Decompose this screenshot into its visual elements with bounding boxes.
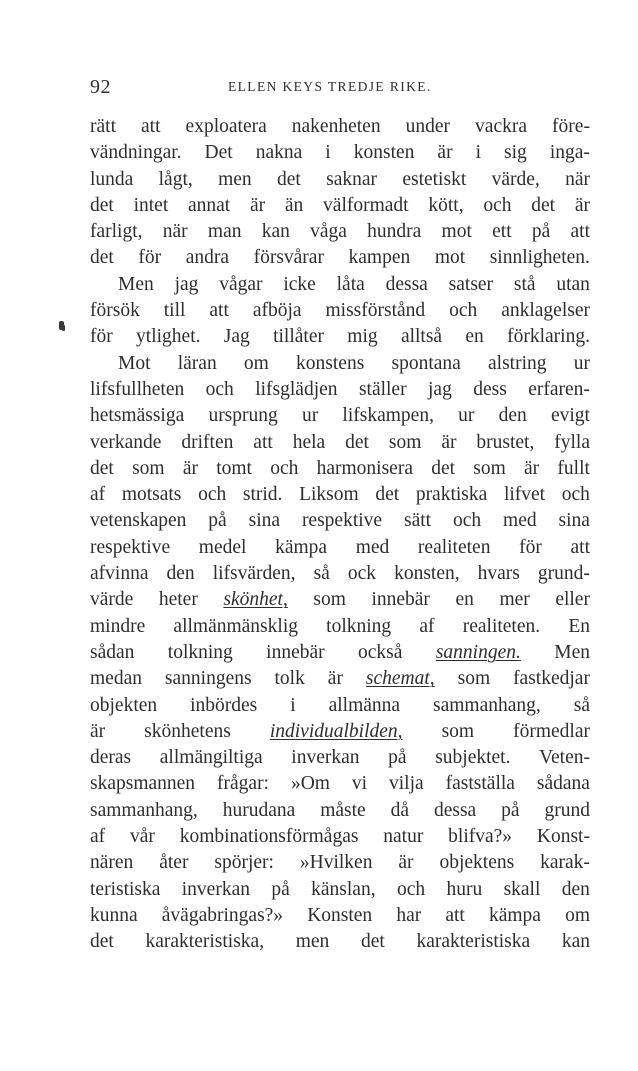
text-line xyxy=(90,508,590,534)
word: sanningens xyxy=(164,668,252,690)
word: när xyxy=(162,221,188,243)
word: som xyxy=(132,457,165,479)
word: alstring xyxy=(488,352,547,374)
text-line xyxy=(90,771,590,797)
text-line xyxy=(90,850,590,876)
text-line xyxy=(90,140,590,166)
word: fastkedjar xyxy=(513,668,590,690)
word: låta xyxy=(336,273,365,295)
text-line xyxy=(90,167,590,193)
word: våga xyxy=(310,221,347,243)
word: sådana xyxy=(536,773,590,795)
word: att xyxy=(570,221,590,243)
word: icke xyxy=(283,273,316,295)
word: och xyxy=(452,510,482,532)
word: måste xyxy=(320,799,366,821)
word: det xyxy=(375,484,400,506)
word: också xyxy=(358,641,403,663)
word: är xyxy=(437,142,453,164)
text-line xyxy=(90,403,590,429)
word: kött, xyxy=(428,194,464,216)
word: mot xyxy=(434,247,466,269)
word: mer xyxy=(499,589,530,611)
word: är xyxy=(327,668,343,690)
word: att xyxy=(141,116,161,137)
word: stå xyxy=(513,273,536,295)
word: sinnligheten. xyxy=(489,247,590,269)
word: ur xyxy=(458,405,475,427)
text-line xyxy=(90,272,590,298)
word: lifvet xyxy=(503,484,546,506)
word: praktiska xyxy=(415,484,488,506)
word: respektive xyxy=(90,536,171,558)
word: estetiskt xyxy=(402,168,467,190)
word: är xyxy=(524,457,540,479)
word: ur xyxy=(573,352,590,374)
word: den xyxy=(166,563,195,585)
word: vår xyxy=(129,826,155,848)
word: som xyxy=(457,668,491,690)
word: som xyxy=(313,589,346,611)
running-head: ELLEN KEYS TREDJE RIKE. xyxy=(228,79,432,94)
word: med xyxy=(503,510,537,532)
word: det xyxy=(360,931,385,953)
text-line xyxy=(90,587,590,613)
word: motsats xyxy=(121,484,182,506)
word: än xyxy=(284,194,304,216)
word: evigt xyxy=(550,405,590,427)
word: vågar xyxy=(219,273,263,295)
word: allmänna xyxy=(328,694,401,716)
word: heter xyxy=(158,589,198,611)
word: utan xyxy=(556,273,590,295)
word: driften xyxy=(181,431,234,453)
word: till xyxy=(163,300,186,322)
word: är xyxy=(441,431,457,453)
word: hela xyxy=(292,431,326,453)
word: förmedlar xyxy=(513,720,590,742)
word: försök xyxy=(90,300,140,322)
word: att xyxy=(209,300,229,322)
word: sig xyxy=(504,142,527,164)
word: för xyxy=(519,536,542,558)
word: Konsten xyxy=(307,904,373,926)
word: åvägabringas?» xyxy=(161,904,284,926)
word: sätt xyxy=(403,510,432,532)
word: läran xyxy=(177,352,217,374)
word: att xyxy=(445,904,465,926)
word: om xyxy=(243,352,269,374)
word: ytlighet. xyxy=(136,326,201,348)
word: spörjer: xyxy=(214,852,274,874)
word: och xyxy=(396,878,426,900)
word: på xyxy=(388,747,407,769)
word: nären xyxy=(90,852,134,874)
word: och xyxy=(449,300,478,322)
text-line xyxy=(90,377,590,403)
word: Konst- xyxy=(536,826,590,848)
word: dess xyxy=(473,378,507,400)
word: lifskampen, xyxy=(342,405,434,427)
page-header xyxy=(90,76,590,100)
word: subjektet. xyxy=(435,747,511,769)
word: vilja xyxy=(389,773,424,795)
word: skall xyxy=(503,878,541,900)
word: vetenskapen xyxy=(90,510,187,532)
word: när xyxy=(565,168,590,190)
word: eller xyxy=(555,589,590,611)
word: missförstånd xyxy=(325,300,426,322)
word: karakteristiska xyxy=(416,931,531,953)
word: lifsglädjen xyxy=(255,378,338,400)
word: intet xyxy=(133,194,169,216)
text-line xyxy=(90,929,590,955)
text-line xyxy=(90,114,590,140)
word: natur xyxy=(383,826,424,848)
word: Mot xyxy=(118,352,151,374)
word: huru xyxy=(446,878,483,900)
word: lågt, xyxy=(158,168,193,190)
word: karakteristiska, xyxy=(145,931,265,953)
word: skönhetens xyxy=(144,720,231,742)
word: hetsmässiga xyxy=(90,405,185,427)
word: jag xyxy=(428,378,452,400)
word: objektens xyxy=(439,852,515,874)
text-line xyxy=(90,745,590,771)
word: på xyxy=(531,221,551,243)
word: realiteten. xyxy=(462,615,541,637)
emphasized-word: skönhet, xyxy=(223,589,288,611)
text-line xyxy=(90,219,590,245)
word: kampen xyxy=(348,247,411,269)
word: sammanhang, xyxy=(90,799,198,821)
text-line xyxy=(90,535,590,561)
word: skapsmannen xyxy=(90,773,196,795)
word: dessa xyxy=(433,799,477,821)
word: sina xyxy=(248,510,281,532)
word: strid. xyxy=(242,484,283,506)
word: värde xyxy=(90,589,134,611)
word: kombinationsförmågas xyxy=(179,826,359,848)
word: ur xyxy=(301,405,319,427)
word: det xyxy=(531,194,556,216)
word: och xyxy=(561,484,590,506)
word: rätt xyxy=(90,116,116,137)
word: anklagelser xyxy=(501,300,590,322)
word: känslan, xyxy=(311,878,376,900)
word: tomt xyxy=(216,457,252,479)
word: konstens xyxy=(296,352,365,374)
word: hvars xyxy=(477,563,520,585)
word: respektive xyxy=(301,510,383,532)
word: i xyxy=(475,142,482,164)
body-text xyxy=(90,114,590,956)
text-line xyxy=(90,903,590,929)
word: afböja xyxy=(252,300,302,322)
word: är xyxy=(574,194,590,216)
text-line xyxy=(90,351,590,377)
word: dessa xyxy=(385,273,428,295)
text-line xyxy=(90,614,590,640)
word: grund- xyxy=(537,563,590,585)
word: att xyxy=(253,431,273,453)
word: lunda xyxy=(90,168,134,190)
word: är xyxy=(249,194,266,216)
word: som xyxy=(473,457,506,479)
word: och xyxy=(205,378,234,400)
text-line xyxy=(90,693,590,719)
word: medan xyxy=(90,668,142,690)
word: inga- xyxy=(549,142,590,164)
word: annat xyxy=(188,194,231,216)
word: saknar xyxy=(326,168,378,190)
word: kan xyxy=(561,931,590,953)
word: Jag xyxy=(223,326,250,348)
word: deras xyxy=(90,747,132,769)
word: konsten xyxy=(353,142,415,164)
word: det xyxy=(90,194,114,216)
word: innebär xyxy=(266,641,325,663)
word: af xyxy=(90,484,106,506)
word: på xyxy=(208,510,227,532)
word: kämpa xyxy=(275,536,328,558)
word: Det xyxy=(204,142,233,164)
word: fylla xyxy=(554,431,590,453)
word: tolkning xyxy=(326,615,392,637)
word: och xyxy=(270,457,299,479)
word: innebär xyxy=(371,589,430,611)
word: vändningar. xyxy=(90,142,182,164)
word: fullt xyxy=(557,457,590,479)
word: det xyxy=(90,247,114,269)
word: alltså xyxy=(400,326,443,348)
word: men xyxy=(218,168,252,190)
word: det xyxy=(345,431,369,453)
word: förklaring. xyxy=(507,326,590,348)
word: välformadt xyxy=(323,194,409,216)
word: på xyxy=(501,799,520,821)
word: teristiska xyxy=(90,878,161,900)
word: Veten- xyxy=(539,747,590,769)
word: nakna xyxy=(255,142,303,164)
text-line xyxy=(90,824,590,850)
word: ställer xyxy=(358,378,407,400)
word: allmänmänsklig xyxy=(173,615,298,637)
word: farligt, xyxy=(90,221,143,243)
word: är xyxy=(398,852,414,874)
word: »Om xyxy=(290,773,330,795)
word: Men xyxy=(118,273,154,295)
word: allmängiltiga xyxy=(159,747,263,769)
word: mot xyxy=(441,221,472,243)
word: verkande xyxy=(90,431,162,453)
word: sina xyxy=(558,510,590,532)
word: medel xyxy=(198,536,247,558)
word: »Hvilken xyxy=(299,852,373,874)
word: fastställa xyxy=(445,773,515,795)
word: sådan xyxy=(90,641,135,663)
word: att xyxy=(570,536,590,558)
emphasized-word: schemat, xyxy=(365,668,435,690)
word: det xyxy=(276,168,301,190)
word: tolkning xyxy=(167,641,233,663)
word: värde, xyxy=(491,168,540,190)
word: den xyxy=(561,878,590,900)
word: Men xyxy=(554,641,590,663)
word: af xyxy=(90,826,106,848)
word: kunna xyxy=(90,904,138,926)
word: mindre xyxy=(90,615,146,637)
word: och xyxy=(198,484,227,506)
word: en xyxy=(455,589,474,611)
word: inverkan xyxy=(181,878,250,900)
word: Liksom xyxy=(299,484,359,506)
word: och xyxy=(483,194,512,216)
word: lifsfullheten xyxy=(90,378,185,400)
word: då xyxy=(390,799,410,821)
word: satser xyxy=(448,273,494,295)
word: före- xyxy=(552,116,590,137)
word: men xyxy=(295,931,330,953)
word: inbördes xyxy=(190,694,258,716)
word: objekten xyxy=(90,694,158,716)
word: så xyxy=(573,694,590,716)
word: försvårar xyxy=(253,247,324,269)
text-line xyxy=(90,456,590,482)
word: grund xyxy=(544,799,590,821)
word: för xyxy=(138,247,162,269)
word: erfaren- xyxy=(528,378,590,400)
word: det xyxy=(431,457,456,479)
word: det xyxy=(90,457,114,479)
word: harmonisera xyxy=(316,457,413,479)
word: under xyxy=(405,116,451,137)
word: så xyxy=(313,563,330,585)
emphasized-word: sanningen. xyxy=(435,641,521,663)
word: hurudana xyxy=(222,799,296,821)
text-line xyxy=(90,298,590,324)
word: spontana xyxy=(391,352,461,374)
emphasized-word: individualbilden, xyxy=(269,720,403,742)
word: har xyxy=(396,904,422,926)
word: hundra xyxy=(367,221,422,243)
word: det xyxy=(90,931,114,953)
text-line xyxy=(90,877,590,903)
word: lifsvärden, xyxy=(212,563,296,585)
word: nakenheten xyxy=(291,116,381,137)
word: kämpa xyxy=(488,904,541,926)
word: som xyxy=(388,431,422,453)
page-number: 92 xyxy=(90,76,111,98)
word: jag xyxy=(174,273,199,295)
word: ock xyxy=(347,563,377,585)
word: af xyxy=(419,615,435,637)
text-line xyxy=(90,324,590,350)
text-line xyxy=(90,719,590,745)
text-line xyxy=(90,430,590,456)
word: vi xyxy=(351,773,368,795)
word: en xyxy=(465,326,484,348)
word: åter xyxy=(159,852,189,874)
word: är xyxy=(90,720,106,742)
word: tolk xyxy=(274,668,305,690)
text-line xyxy=(90,640,590,666)
word: den xyxy=(498,405,527,427)
word: på xyxy=(271,878,290,900)
text-line xyxy=(90,482,590,508)
word: afvinna xyxy=(90,563,149,585)
word: ursprung xyxy=(208,405,278,427)
text-line xyxy=(90,561,590,587)
word: sammanhang, xyxy=(433,694,541,716)
word: i xyxy=(325,142,331,164)
word: andra xyxy=(185,247,230,269)
word: är xyxy=(182,457,198,479)
word: konsten, xyxy=(394,563,460,585)
text-line xyxy=(90,666,590,692)
word: brustet, xyxy=(476,431,535,453)
word: vackra xyxy=(475,116,528,137)
word: med xyxy=(355,536,390,558)
word: realiteten xyxy=(417,536,491,558)
word: kan xyxy=(261,221,290,243)
word: frågar: xyxy=(217,773,269,795)
word: om xyxy=(565,904,590,926)
word: En xyxy=(568,615,590,637)
text-line xyxy=(90,798,590,824)
word: tillåter xyxy=(273,326,324,348)
word: karak- xyxy=(540,852,590,874)
word: ett xyxy=(492,221,512,243)
word: inverkan xyxy=(291,747,360,769)
margin-mark-icon xyxy=(59,321,64,330)
word: som xyxy=(441,720,475,742)
word: mig xyxy=(347,326,378,348)
word: man xyxy=(207,221,242,243)
word: i xyxy=(290,694,296,716)
word: för xyxy=(90,326,113,348)
text-line xyxy=(90,193,590,219)
word: exploatera xyxy=(185,116,267,137)
text-line xyxy=(90,245,590,271)
word: blifva?» xyxy=(448,826,513,848)
